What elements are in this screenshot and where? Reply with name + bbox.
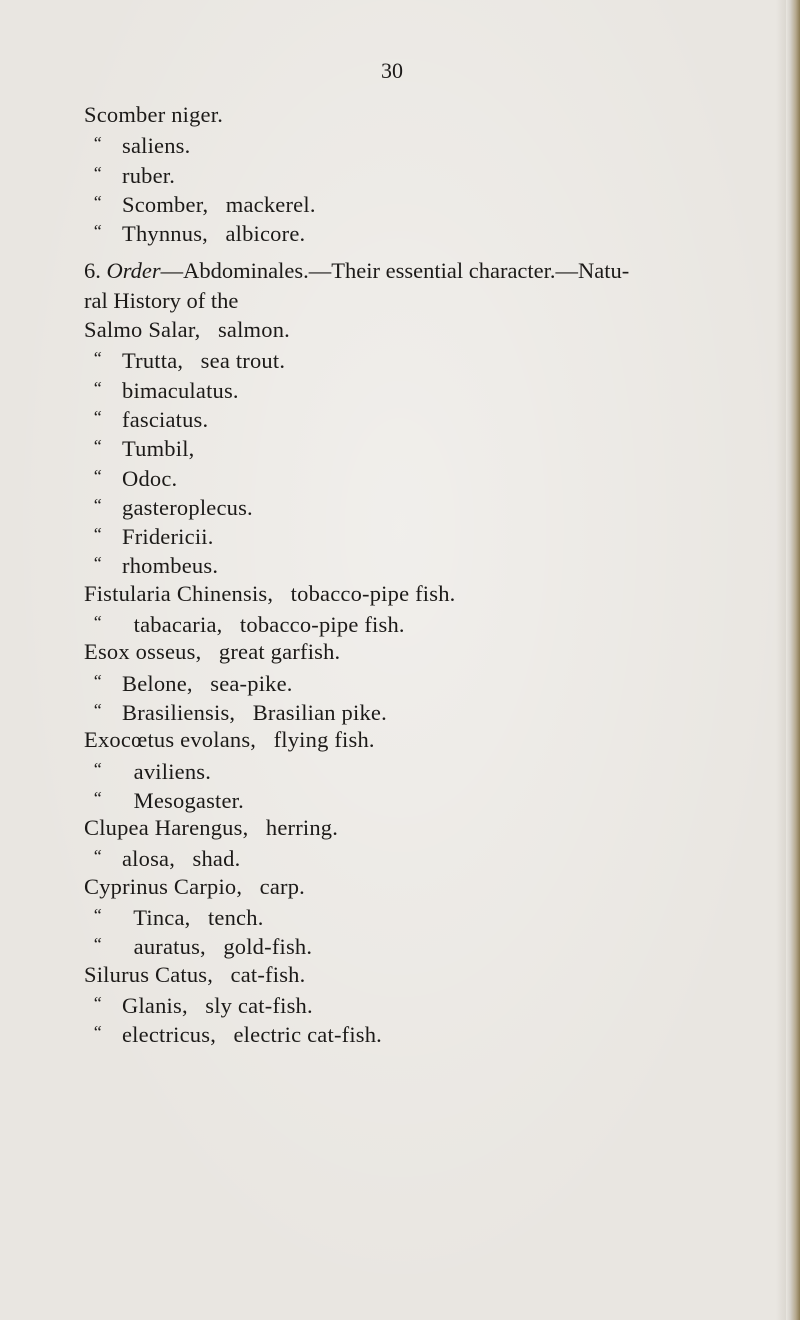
fish-list [84,100,744,1048]
list-item-text: fasciatus. [122,406,209,432]
order-number: 6. [84,258,101,284]
list-item [84,608,744,637]
ditto-mark: “ [92,524,103,545]
ditto-mark: “ [92,758,103,779]
list-item-text: rhombeus. [122,553,219,579]
ditto-mark: “ [92,162,103,183]
list-item-text: Exocœtus evolans, flying fish. [84,727,375,753]
ditto-mark: “ [92,377,103,398]
list-item [84,960,744,989]
list-item [84,872,744,901]
list-item [84,462,744,491]
list-item-text: Belone, sea-pike. [122,670,293,696]
list-item [84,667,744,696]
list-item-text: alosa, shad. [122,846,241,872]
list-item-text: saliens. [122,133,191,159]
list-item-text: Scomber niger. [84,102,224,127]
list-item-text: Glanis, sly cat-fish. [122,992,313,1018]
list-item [84,217,744,246]
list-item [84,374,744,403]
list-item [84,842,744,871]
ditto-mark: “ [92,406,103,427]
list-item-text: Fistularia Chinensis, tobacco-pipe fish. [84,580,456,606]
list-item-text: auratus, gold-fish. [122,934,313,960]
list-item-text: Thynnus, albicore. [122,221,306,247]
page-edge [786,0,800,1320]
order-label: Order [106,258,161,284]
list-item-text: Esox osseus, great garfish. [84,639,341,665]
ditto-mark: “ [92,846,103,867]
list-item-text: Mesogaster. [122,787,244,813]
ditto-mark: “ [92,992,103,1013]
order-heading-rest: —Abdominales.—Their essential character.—Natu- [160,258,630,284]
ditto-mark: “ [92,221,103,242]
list-item-text: Clupea Harengus, herring. [84,815,339,841]
list-item-text: Salmo Salar, salmon. [84,317,290,343]
scomber-list [84,100,744,246]
ditto-mark: “ [92,787,103,808]
list-item-text: electricus, electric cat-fish. [122,1022,383,1048]
list-item-text: Trutta, sea trout. [122,348,286,374]
list-item-text: Cyprinus Carpio, carp. [84,873,306,899]
list-item-text: tabacaria, tobacco-pipe fish. [122,612,405,638]
list-item-text: Tinca, tench. [122,905,264,931]
list-item [84,579,744,608]
ditto-mark: “ [92,905,103,926]
list-item-text: ruber. [122,162,176,188]
list-item-text: Brasiliensis, Brasilian pike. [122,699,387,725]
list-item [84,1018,744,1047]
list-item [84,403,744,432]
ditto-mark: “ [92,436,103,457]
ditto-mark: “ [92,1022,103,1043]
list-item [84,930,744,959]
list-item-text: Tumbil, [122,436,195,462]
list-item [84,129,744,158]
list-item-text: Silurus Catus, cat-fish. [84,961,306,987]
list-item-text: bimaculatus. [122,377,239,403]
order-heading-line-1 [84,256,744,285]
list-item [84,159,744,188]
list-item-text: Scomber, mackerel. [122,191,316,217]
ditto-mark: “ [92,699,103,720]
ditto-mark: “ [92,670,103,691]
ditto-mark: “ [92,465,103,486]
page-number: 30 [381,58,403,83]
page-edge-shadow [776,0,786,1320]
list-item [84,520,744,549]
abdominales-list [84,315,744,1047]
list-item [84,637,744,666]
list-item [84,432,744,461]
list-item [84,696,744,725]
list-item [84,725,744,754]
list-item [84,491,744,520]
list-item [84,901,744,930]
list-item [84,784,744,813]
order-heading-line-2: ral History of the [84,287,239,313]
list-item-text: Fridericii. [122,524,214,550]
ditto-mark: “ [92,191,103,212]
list-item [84,755,744,784]
list-item [84,315,744,344]
ditto-mark: “ [92,934,103,955]
list-item [84,549,744,578]
ditto-mark: “ [92,494,103,515]
list-item [84,188,744,217]
ditto-mark: “ [92,133,103,154]
list-item [84,100,744,129]
list-item [84,813,744,842]
list-item [84,989,744,1018]
ditto-mark: “ [92,348,103,369]
list-item-text: aviliens. [122,758,212,784]
ditto-mark: “ [92,553,103,574]
list-item-text: Odoc. [122,465,178,491]
list-item [84,344,744,373]
ditto-mark: “ [92,612,103,633]
list-item-text: gasteroplecus. [122,494,253,520]
